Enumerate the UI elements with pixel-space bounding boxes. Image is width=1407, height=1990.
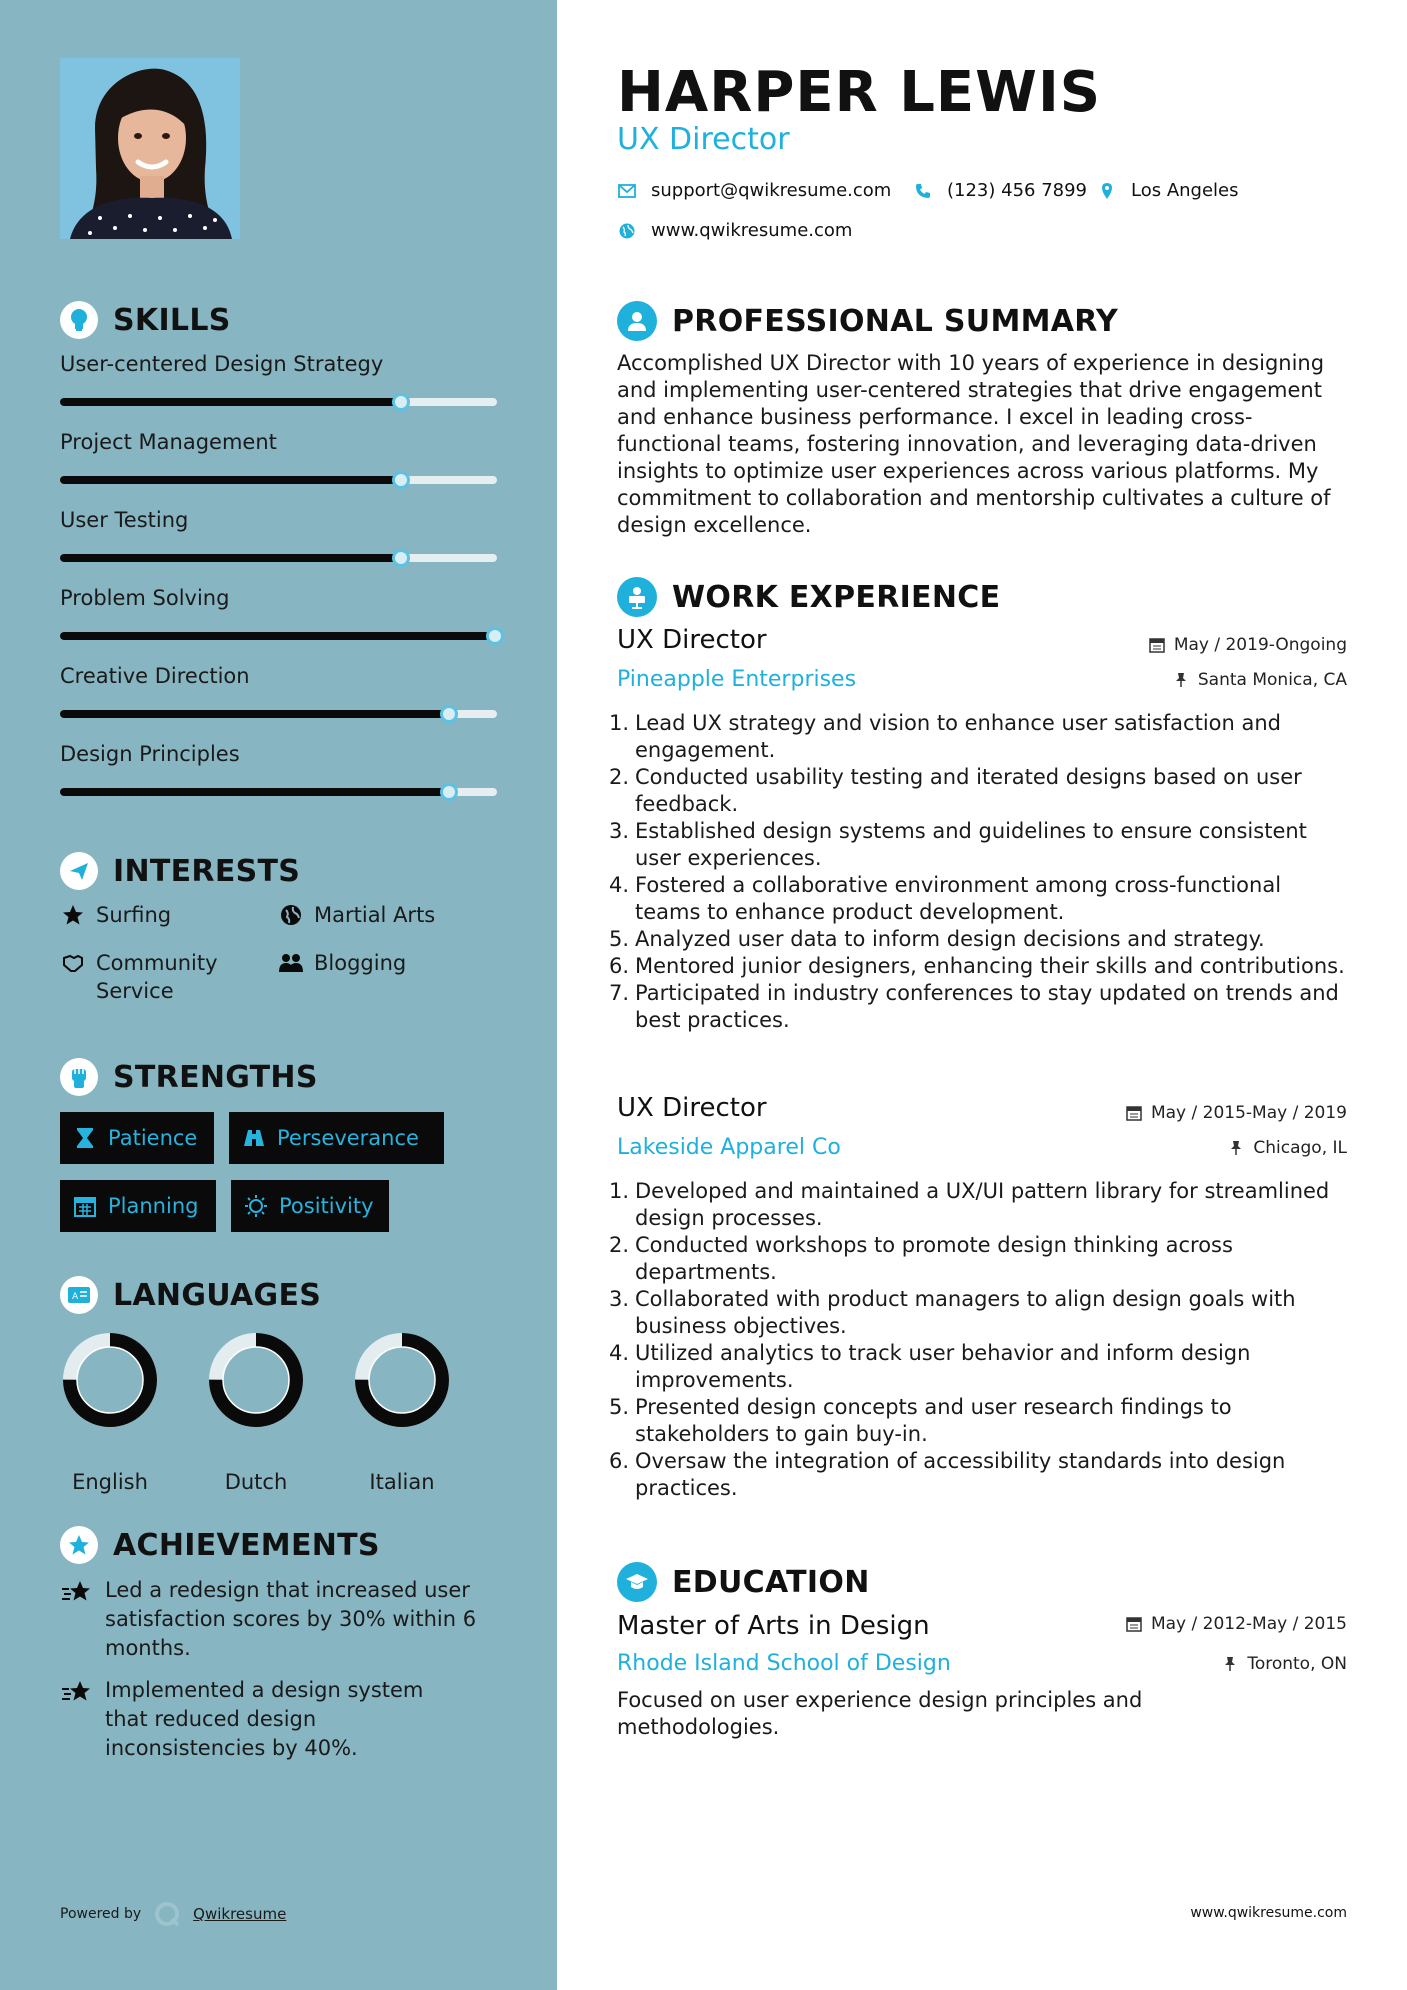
strength-badge: [231, 1180, 389, 1232]
pushpin-icon: [1227, 1139, 1245, 1157]
bullet-text: Mentored junior designers, enhancing their skills and contributions.: [635, 954, 1345, 978]
strengths-section: [60, 1057, 500, 1097]
skills-section: [60, 300, 500, 340]
achievement-item: [60, 1676, 500, 1763]
globe-icon: [617, 221, 637, 241]
bullet-number: 7.: [609, 981, 630, 1005]
strength-badge: [60, 1112, 214, 1164]
sun-icon: [243, 1193, 269, 1219]
languages-title: LANGUAGES: [113, 1277, 322, 1313]
bullet-number: 4.: [609, 1341, 630, 1365]
skill-item: [60, 584, 500, 612]
sidebar: [0, 0, 557, 1990]
experience-title: WORK EXPERIENCE: [672, 579, 1001, 615]
job-dates-text: May / 2015-May / 2019: [1150, 1103, 1347, 1123]
skill-knob: [392, 549, 410, 567]
job-bullet: [609, 872, 1347, 926]
job-location-text: Chicago, IL: [1253, 1138, 1347, 1158]
job-bullet: [609, 710, 1347, 764]
experience-header: [617, 576, 1000, 618]
interest-label: Martial Arts: [314, 903, 436, 927]
interest-item: [60, 949, 260, 1005]
skill-fill: [60, 554, 401, 562]
strength-label: Planning: [108, 1194, 199, 1218]
job-dates: [1148, 635, 1347, 655]
email-contact[interactable]: [617, 180, 891, 201]
skill-knob: [392, 471, 410, 489]
language-item: [60, 1330, 160, 1494]
language-label: English: [72, 1470, 148, 1494]
qwikresume-link[interactable]: Qwikresume: [193, 1905, 287, 1923]
skill-knob: [440, 705, 458, 723]
phone-icon: [913, 181, 933, 201]
bullet-number: 2.: [609, 765, 630, 789]
skill-bar: [60, 476, 497, 484]
skill-bar: [60, 632, 497, 640]
skill-label: Design Principles: [60, 742, 240, 766]
location-text: Los Angeles: [1131, 180, 1239, 201]
job-bullet: [609, 764, 1347, 818]
strengths-title: STRENGTHS: [113, 1059, 318, 1095]
strength-badge: [229, 1112, 444, 1164]
bullet-number: 4.: [609, 873, 630, 897]
skill-fill: [60, 476, 401, 484]
hourglass-icon: [72, 1125, 98, 1151]
users-icon: [278, 949, 304, 977]
job-dates: [1125, 1103, 1347, 1123]
job-bullet: [609, 980, 1347, 1034]
summary-title: PROFESSIONAL SUMMARY: [672, 303, 1119, 339]
skill-bar: [60, 788, 497, 796]
skills-list: [60, 350, 500, 810]
calendar-icon: [1125, 1615, 1143, 1633]
job-bullet: [609, 1232, 1347, 1286]
powered-by: [60, 1900, 286, 1928]
calendar-icon: [72, 1193, 98, 1219]
phone-text[interactable]: (123) 456 7899: [947, 180, 1088, 201]
education-title: EDUCATION: [672, 1564, 870, 1600]
interests-list: [60, 901, 500, 1011]
skill-item: [60, 662, 500, 690]
interest-label: Community Service: [96, 951, 218, 1003]
interest-item: [278, 901, 435, 929]
bullet-text: Fostered a collaborative environment among cross-functional teams to enhance product development.: [635, 873, 1282, 924]
job-title: UX Director: [617, 625, 767, 655]
job-bullet: [609, 1394, 1347, 1448]
education-school: Rhode Island School of Design: [617, 1651, 951, 1676]
interest-item: [60, 901, 171, 929]
languages-list: [60, 1330, 500, 1494]
language-ring: [60, 1330, 160, 1430]
website-text[interactable]: www.qwikresume.com: [651, 220, 853, 241]
skill-bar: [60, 398, 497, 406]
job-bullet: [609, 1286, 1347, 1340]
pushpin-icon: [1172, 671, 1190, 689]
globe-icon: [278, 901, 304, 929]
skill-label: Problem Solving: [60, 586, 230, 610]
profile-photo: [60, 58, 240, 239]
skill-item: [60, 428, 500, 456]
bullet-number: 6.: [609, 954, 630, 978]
job-bullets: [609, 710, 1347, 1034]
language-label: Italian: [369, 1470, 435, 1494]
job-bullet: [609, 1340, 1347, 1394]
skill-item: [60, 350, 500, 378]
summary-header: [617, 300, 1118, 342]
calendar-icon: [1125, 1104, 1143, 1122]
email-text[interactable]: support@qwikresume.com: [651, 180, 892, 201]
skill-item: [60, 506, 500, 534]
achievements-header: [60, 1525, 500, 1565]
job-bullet: [609, 953, 1347, 980]
language-card-icon: [60, 1276, 98, 1314]
handshake-icon: [60, 949, 86, 977]
language-ring: [206, 1330, 306, 1430]
skill-label: User-centered Design Strategy: [60, 352, 384, 376]
job-bullet: [609, 818, 1347, 872]
bullet-text: Developed and maintained a UX/UI pattern library for streamlined design processes.: [635, 1179, 1330, 1230]
bullet-text: Utilized analytics to track user behavior and inform design improvements.: [635, 1341, 1251, 1392]
job-dates-text: May / 2019-Ongoing: [1173, 635, 1347, 655]
job-location: [1172, 670, 1347, 690]
skill-knob: [486, 627, 504, 645]
education-location-text: Toronto, ON: [1247, 1654, 1347, 1674]
strengths-header: [60, 1057, 500, 1097]
education-dates-text: May / 2012-May / 2015: [1150, 1614, 1347, 1634]
interest-label: Surfing: [96, 903, 172, 927]
map-pin-icon: [1097, 181, 1117, 201]
skill-fill: [60, 788, 449, 796]
job-company: Lakeside Apparel Co: [617, 1135, 841, 1160]
job-bullets: [609, 1178, 1347, 1502]
job-location-text: Santa Monica, CA: [1197, 670, 1347, 690]
main-content: [609, 0, 1347, 1990]
candidate-name: HARPER LEWIS: [617, 60, 1102, 125]
user-icon: [617, 301, 657, 341]
presentation-icon: [617, 577, 657, 617]
education-description: Focused on user experience design principles and methodologies.: [617, 1688, 1143, 1739]
job-company: Pineapple Enterprises: [617, 667, 857, 692]
skills-title: SKILLS: [113, 302, 231, 338]
binoculars-icon: [241, 1125, 267, 1151]
interests-header: [60, 851, 500, 891]
summary-text: Accomplished UX Director with 10 years of experience in designing and implementing user-centered strategies that drive engagement and enhance business performance. I excel in leading cross-functional teams, fostering innovation, and leveraging data-driven insights to optimize user experiences across various platforms. My commitment to collaboration and mentorship cultivates a culture of design excellence.: [617, 351, 1331, 537]
shooting-star-icon: [60, 1676, 94, 1706]
bullet-text: Analyzed user data to inform design decisions and strategy.: [635, 927, 1265, 951]
bullet-number: 1.: [609, 711, 630, 735]
language-item: [352, 1330, 452, 1494]
skill-item: [60, 740, 500, 768]
bullet-number: 5.: [609, 927, 630, 951]
strength-label: Perseverance: [277, 1126, 419, 1150]
skill-fill: [60, 398, 401, 406]
bullet-text: Presented design concepts and user research findings to stakeholders to gain buy-in.: [635, 1395, 1232, 1446]
envelope-icon: [617, 181, 637, 201]
star-icon: [60, 901, 86, 929]
skill-fill: [60, 632, 497, 640]
location-contact: [1097, 180, 1239, 201]
shooting-star-icon: [60, 1576, 94, 1606]
bullet-number: 2.: [609, 1233, 630, 1257]
phone-contact[interactable]: [913, 180, 1087, 201]
bullet-text: Conducted workshops to promote design thinking across departments.: [635, 1233, 1233, 1284]
language-item: [206, 1330, 306, 1494]
achievements-title: ACHIEVEMENTS: [113, 1527, 380, 1563]
star-badge-icon: [60, 1526, 98, 1564]
job-bullet: [609, 1178, 1347, 1232]
skill-label: Creative Direction: [60, 664, 250, 688]
language-ring: [352, 1330, 452, 1430]
skill-knob: [392, 393, 410, 411]
interests-section: [60, 851, 500, 891]
achievements-section: [60, 1525, 500, 1565]
strengths-list: [60, 1112, 500, 1234]
languages-section: [60, 1275, 500, 1315]
skill-fill: [60, 710, 449, 718]
achievement-text: Led a redesign that increased user satisfaction scores by 30% within 6 months.: [105, 1578, 477, 1660]
qwikresume-logo-icon: [153, 1900, 181, 1928]
interest-label: Blogging: [314, 951, 407, 975]
bullet-number: 1.: [609, 1179, 630, 1203]
job-location: [1227, 1138, 1347, 1158]
candidate-role: UX Director: [617, 122, 790, 157]
raised-fist-icon: [60, 1058, 98, 1096]
graduation-cap-icon: [617, 1562, 657, 1602]
achievements-list: [60, 1576, 500, 1766]
job-title: UX Director: [617, 1093, 767, 1123]
bullet-number: 5.: [609, 1395, 630, 1419]
strength-label: Positivity: [279, 1194, 374, 1218]
bullet-text: Participated in industry conferences to stay updated on trends and best practices.: [635, 981, 1339, 1032]
skill-bar: [60, 710, 497, 718]
bullet-text: Oversaw the integration of accessibility standards into design practices.: [635, 1449, 1286, 1500]
svg-text:A: A: [72, 1292, 79, 1302]
achievement-item: [60, 1576, 500, 1663]
language-label: Dutch: [224, 1470, 288, 1494]
bullet-text: Lead UX strategy and vision to enhance user satisfaction and engagement.: [635, 711, 1282, 762]
skill-label: Project Management: [60, 430, 277, 454]
bullet-text: Collaborated with product managers to align design goals with business objectives.: [635, 1287, 1296, 1338]
achievement-text: Implemented a design system that reduced design inconsistencies by 40%.: [105, 1678, 424, 1760]
bullet-number: 6.: [609, 1449, 630, 1473]
strength-label: Patience: [108, 1126, 198, 1150]
skills-header: [60, 300, 500, 340]
interest-item: [278, 949, 406, 977]
website-contact[interactable]: [617, 220, 852, 241]
powered-by-label: Powered by: [60, 1906, 142, 1922]
education-degree: Master of Arts in Design: [617, 1611, 930, 1641]
job-bullet: [609, 926, 1347, 953]
skill-label: User Testing: [60, 508, 189, 532]
education-header: [617, 1561, 870, 1603]
education-location: [1221, 1654, 1347, 1674]
paper-plane-icon: [60, 852, 98, 890]
bullet-text: Conducted usability testing and iterated designs based on user feedback.: [635, 765, 1302, 816]
pushpin-icon: [1221, 1655, 1239, 1673]
education-dates: [1125, 1614, 1347, 1634]
lightbulb-icon: [60, 301, 98, 339]
bullet-text: Established design systems and guidelines to ensure consistent user experiences.: [635, 819, 1307, 870]
languages-header: [60, 1275, 500, 1315]
footer-url[interactable]: www.qwikresume.com: [1190, 1905, 1347, 1921]
calendar-icon: [1148, 636, 1166, 654]
interests-title: INTERESTS: [113, 853, 301, 889]
bullet-number: 3.: [609, 819, 630, 843]
bullet-number: 3.: [609, 1287, 630, 1311]
skill-bar: [60, 554, 497, 562]
job-bullet: [609, 1448, 1347, 1502]
strength-badge: [60, 1180, 216, 1232]
skill-knob: [440, 783, 458, 801]
